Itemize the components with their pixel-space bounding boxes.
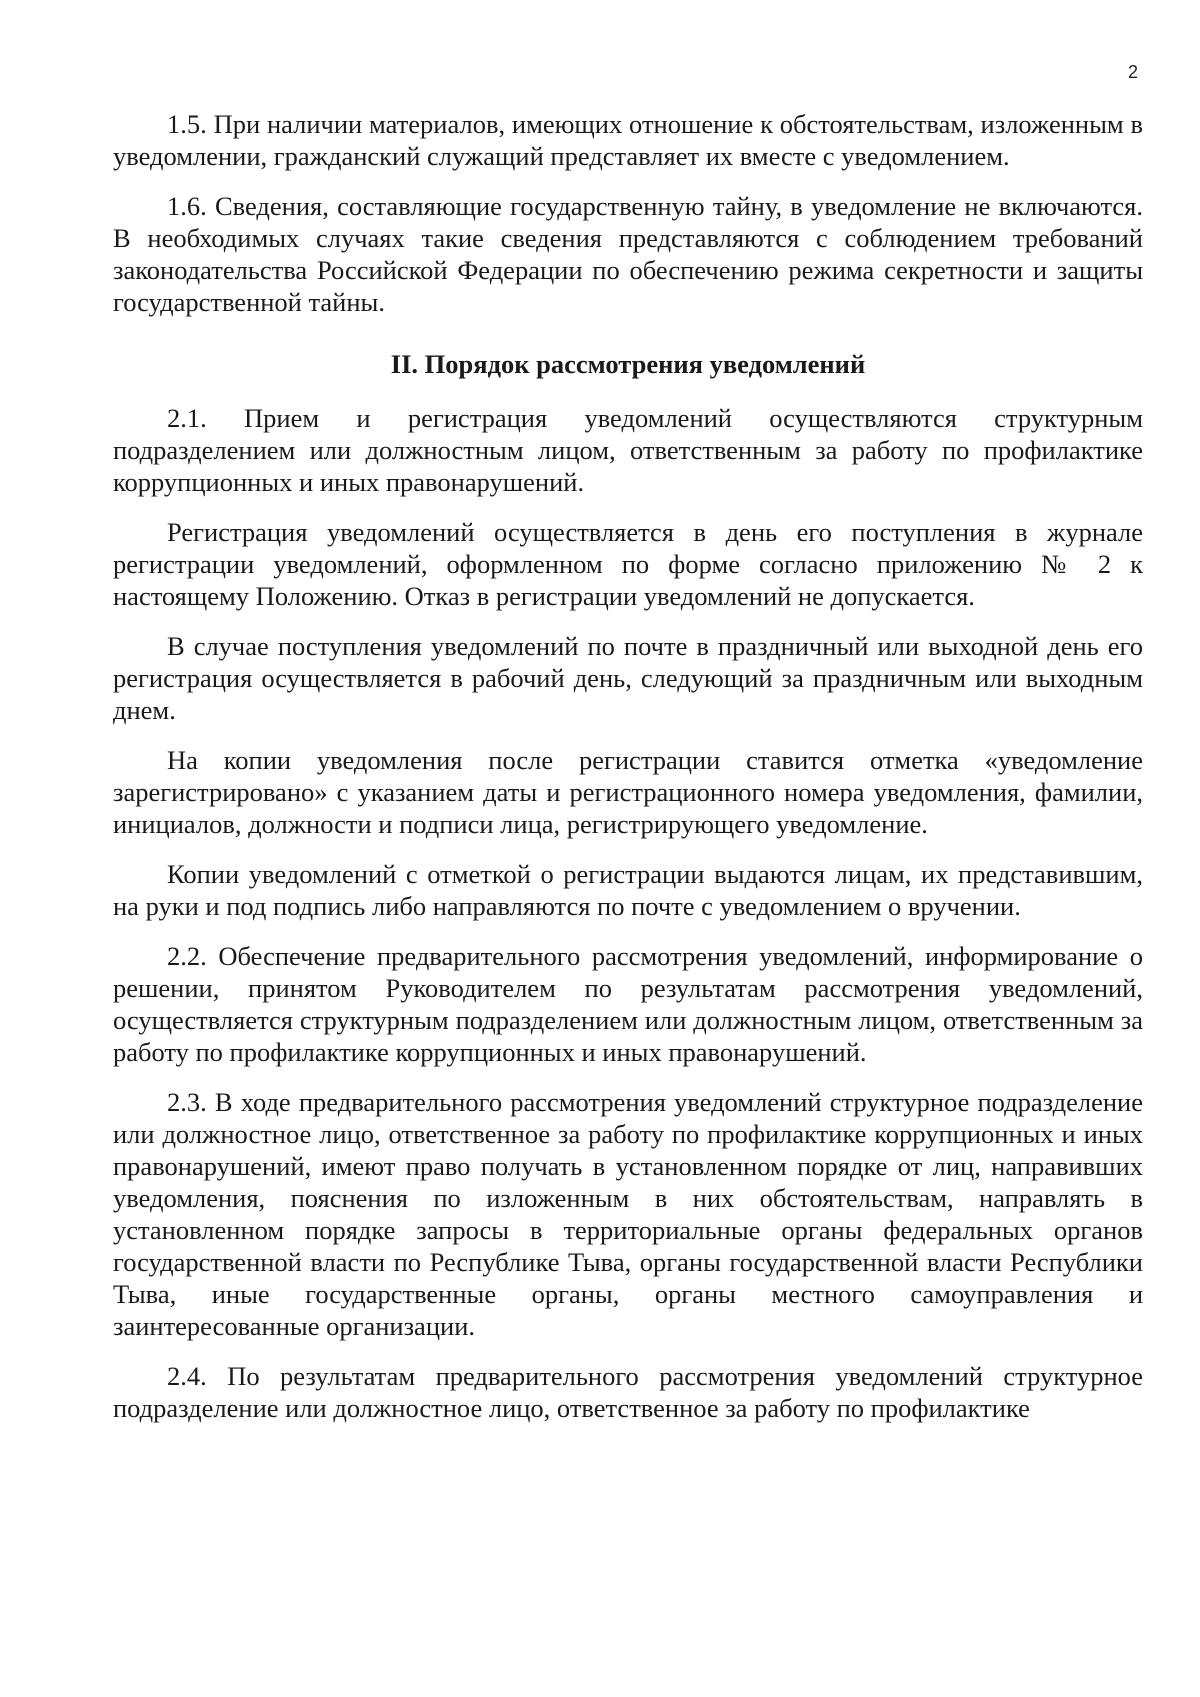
paragraph-1-6: 1.6. Сведения, составляющие государственную тайну, в уведомление не включаются. В необходимых случаях такие сведения представляются с соблюдением требований законодательства Российской Федерации по обеспечению режима секретности и защиты государственной тайны. — [113, 191, 1143, 317]
paragraph-2-1: 2.1. Прием и регистрация уведомлений осуществляются структурным подразделением или должностным лицом, ответственным за работу по профилактике коррупционных и иных правонарушений. — [113, 403, 1143, 497]
paragraph-2-2: 2.2. Обеспечение предварительного рассмотрения уведомлений, информирование о решении, принятом Руководителем по результатам рассмотрения уведомлений, осуществляется структурным подразделением или должностным лицом, ответственным за работу по профилактике коррупционных и иных правонарушений. — [113, 941, 1143, 1067]
paragraph-2-4: 2.4. По результатам предварительного рассмотрения уведомлений структурное подразделение или должностное лицо, ответственное за работу по профилактике — [113, 1361, 1143, 1423]
page-number: 2 — [1128, 62, 1139, 82]
paragraph-2-1-copies: Копии уведомлений с отметкой о регистрации выдаются лицам, их представившим, на руки и под подпись либо направляются по почте с уведомлением о вручении. — [113, 859, 1143, 921]
paragraph-2-3: 2.3. В ходе предварительного рассмотрения уведомлений структурное подразделение или должностное лицо, ответственное за работу по профилактике коррупционных и иных правонарушений, имеют право получать в установленном порядке от лиц, направивших уведомления, пояснения по изложенным в них обстоятельствам, направлять в установленном порядке запросы в территориальные органы федеральных органов государственной власти по Республике Тыва, органы государственной власти Республики Тыва, иные государственные органы, органы местного самоуправления и заинтересованные организации. — [113, 1087, 1143, 1341]
paragraph-2-1-registration: Регистрация уведомлений осуществляется в день его поступления в журнале регистрации уведомлений, оформленном по форме согласно приложению № 2 к настоящему Положению. Отказ в регистрации уведомлений не допускается. — [113, 517, 1143, 611]
paragraph-2-1-holiday: В случае поступления уведомлений по почте в праздничный или выходной день его регистрация осуществляется в рабочий день, следующий за праздничным или выходным днем. — [113, 631, 1143, 725]
paragraph-2-1-copy-mark: На копии уведомления после регистрации ставится отметка «уведомление зарегистрировано» с указанием даты и регистрационного номера уведомления, фамилии, инициалов, должности и подписи лица, регистрирующего уведомление. — [113, 745, 1143, 839]
paragraph-1-5: 1.5. При наличии материалов, имеющих отношение к обстоятельствам, изложенным в уведомлении, гражданский служащий представляет их вместе с уведомлением. — [113, 109, 1143, 171]
document-body — [113, 108, 1143, 1442]
section-heading: II. Порядок рассмотрения уведомлений — [390, 349, 866, 379]
